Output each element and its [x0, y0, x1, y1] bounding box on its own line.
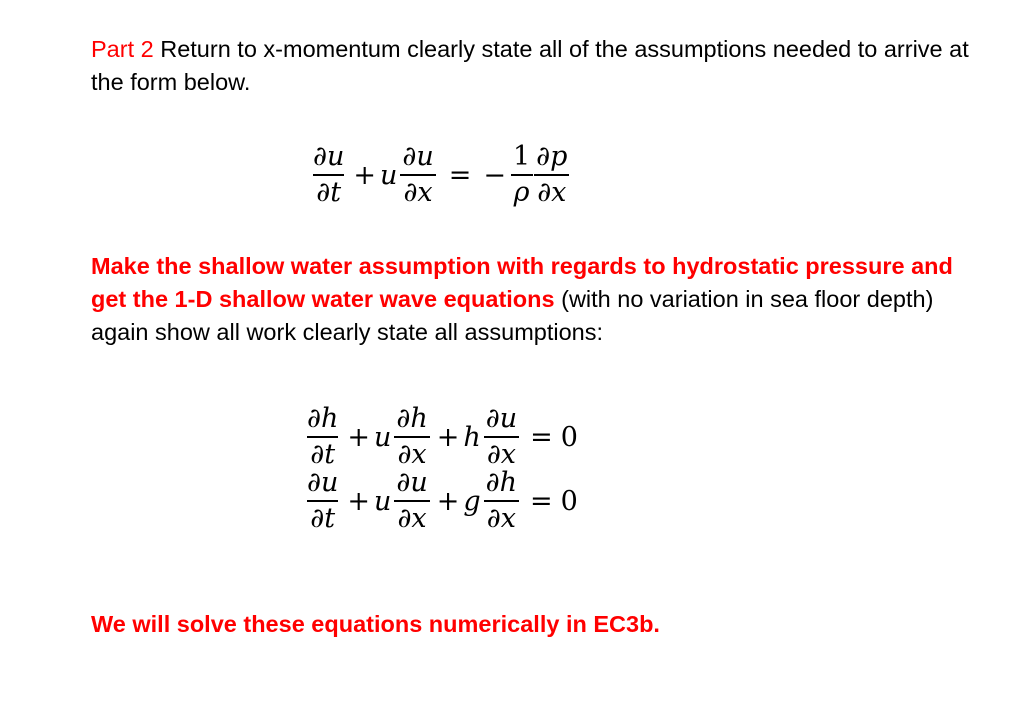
eq2-frac2-num: ∂h [396, 403, 428, 434]
eq2-frac1-num: ∂h [307, 403, 339, 434]
eq1-frac2-den: ∂x [400, 174, 435, 208]
instruction-paragraph [91, 250, 961, 349]
eq2-frac3-den: ∂x [484, 436, 519, 470]
eq1-frac3-den: ρ [511, 174, 533, 208]
instruction-highlight: Make the shallow water assumption with regards to hydrostatic pressure and get the 1-D shallow water wave equations [91, 253, 953, 312]
eq1-plus: + [353, 159, 376, 191]
eq3-frac3-num: ∂h [485, 467, 518, 498]
eq1-frac1-den: ∂t [313, 174, 344, 208]
shallow-water-equations [302, 405, 578, 533]
eq3-u: u [373, 485, 392, 517]
footer-note: We will solve these equations numerically in EC3b. [91, 611, 660, 637]
eq3-plus2: + [436, 485, 460, 517]
eq2-frac1-den: ∂t [307, 436, 338, 470]
eq2-u: u [373, 421, 392, 453]
eq2-plus2: + [436, 421, 460, 453]
eq3-g: g [463, 485, 481, 517]
eq3-frac1-den: ∂t [307, 500, 338, 534]
eq1-frac3-num: 1 [512, 141, 531, 172]
momentum-equation [302, 469, 578, 533]
eq3-frac1-num: ∂u [307, 467, 339, 498]
instruction-rest: (with no variation in sea floor depth) again show all work clearly state all assumptions: [91, 286, 934, 345]
eq3-plus1: + [347, 485, 370, 517]
eq1-frac4-den: ∂x [534, 174, 569, 208]
part2-heading: Part 2 [91, 36, 154, 62]
eq3-equals: = [530, 485, 553, 517]
eq2-equals: = [530, 421, 553, 453]
eq3-frac2-num: ∂u [396, 467, 428, 498]
eq1-frac2-num: ∂u [402, 141, 434, 172]
eq3-frac3-den: ∂x [484, 500, 519, 534]
eq2-zero: 0 [560, 421, 578, 453]
eq2-frac3-num: ∂u [485, 403, 518, 434]
continuity-equation [302, 405, 578, 469]
part2-paragraph [91, 33, 991, 99]
eq2-frac2-den: ∂x [394, 436, 429, 470]
eq1-u: u [379, 159, 398, 191]
eq3-frac2-den: ∂x [394, 500, 429, 534]
eq2-plus1: + [347, 421, 370, 453]
eq1-frac4-num: ∂p [536, 141, 568, 172]
eq3-zero: 0 [560, 485, 578, 517]
x-momentum-equation [308, 140, 572, 210]
eq1-frac1-num: ∂u [313, 141, 345, 172]
part2-text: Return to x-momentum clearly state all of the assumptions needed to arrive at the form below. [91, 36, 969, 95]
eq2-h: h [463, 421, 481, 453]
eq1-minus: − [483, 159, 506, 191]
eq1-equals: = [448, 159, 472, 191]
